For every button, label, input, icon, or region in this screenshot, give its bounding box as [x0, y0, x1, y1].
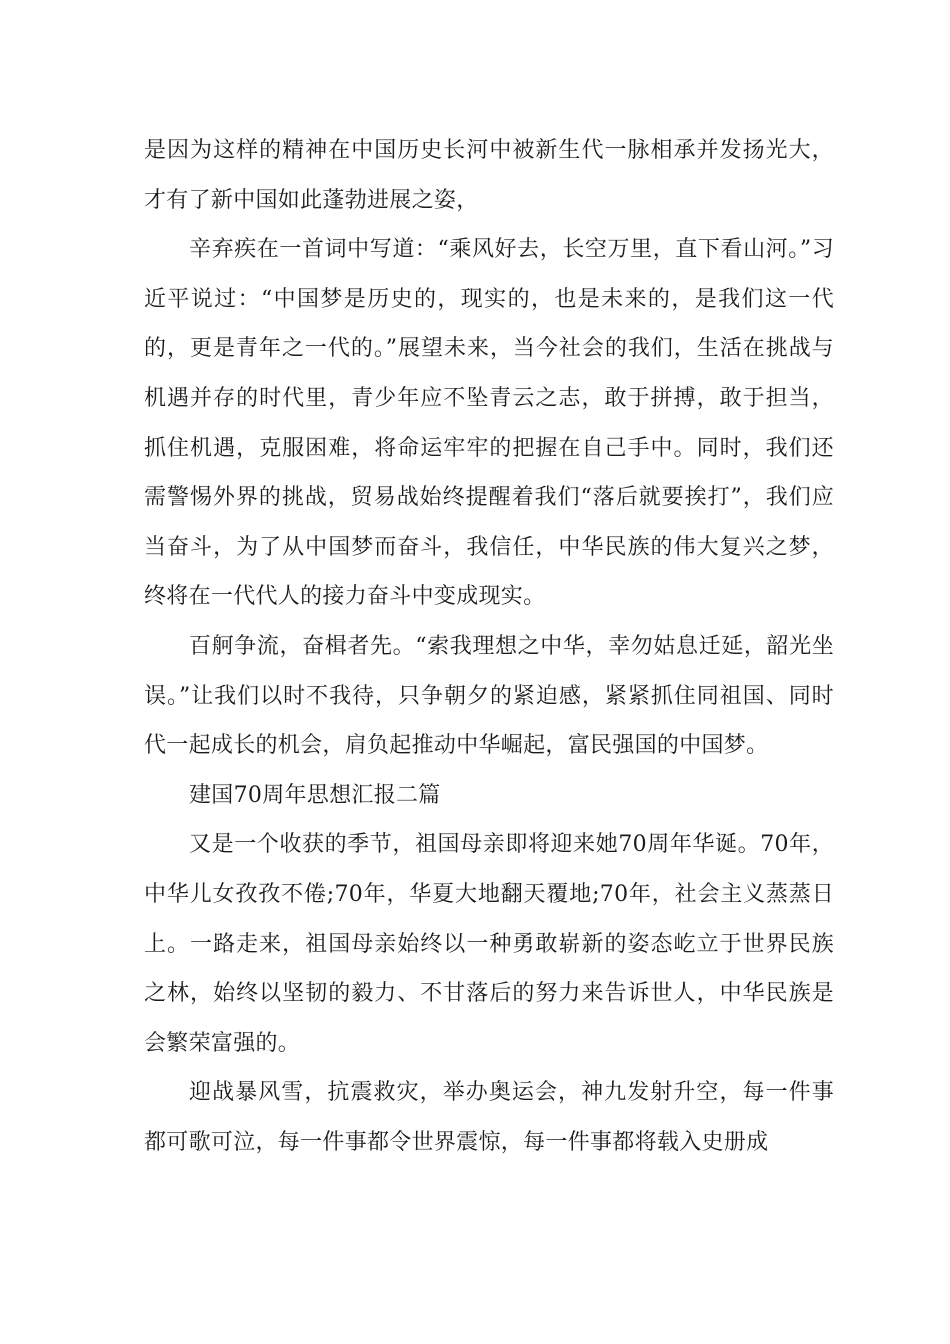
paragraph-2: 辛弃疾在一首词中写道：“乘风好去，长空万里，直下看山河。”习近平说过：“中国梦是历史的，现实的，也是未来的，是我们这一代的，更是青年之一代的。”展望未来，当今社会的我们，生活在挑战与机遇并存的时代里，青少年应不坠青云之志，敢于拼搏，敢于担当，抓住机遇，克服困难，将命运牢牢的把握在自己手中。同时，我们还需警惕外界的挑战，贸易战始终提醒着我们“落后就要挨打”，我们应当奋斗，为了从中国梦而奋斗，我信任，中华民族的伟大复兴之梦，终将在一代代人的接力奋斗中变成现实。 — [144, 237, 834, 610]
paragraph-1: 是因为这样的精神在中国历史长河中被新生代一脉相承并发扬光大，才有了新中国如此蓬勃进展之姿， — [144, 138, 834, 213]
paragraph-4: 又是一个收获的季节，祖国母亲即将迎来她70周年华诞。70年，中华儿女孜孜不倦;70年，华夏大地翻天覆地;70年，社会主义蒸蒸日上。一路走来，祖国母亲始终以一种勇敢崭新的姿态屹立于世界民族之林，始终以坚韧的毅力、不甘落后的努力来告诉世人，中华民族是会繁荣富强的。 — [144, 832, 834, 1056]
document-body — [144, 126, 834, 1167]
paragraph-3: 百舸争流，奋楫者先。“索我理想之中华，幸勿姑息迁延，韶光坐误。”让我们以时不我待，只争朝夕的紧迫感，紧紧抓住同祖国、同时代一起成长的机会，肩负起推动中华崛起，富民强国的中国梦。 — [144, 633, 834, 759]
section-heading: 建国70周年思想汇报二篇 — [189, 782, 441, 808]
paragraph-5: 迎战暴风雪，抗震救灾，举办奥运会，神九发射升空，每一件事都可歌可泣，每一件事都令世界震惊，每一件事都将载入史册成 — [144, 1080, 834, 1155]
